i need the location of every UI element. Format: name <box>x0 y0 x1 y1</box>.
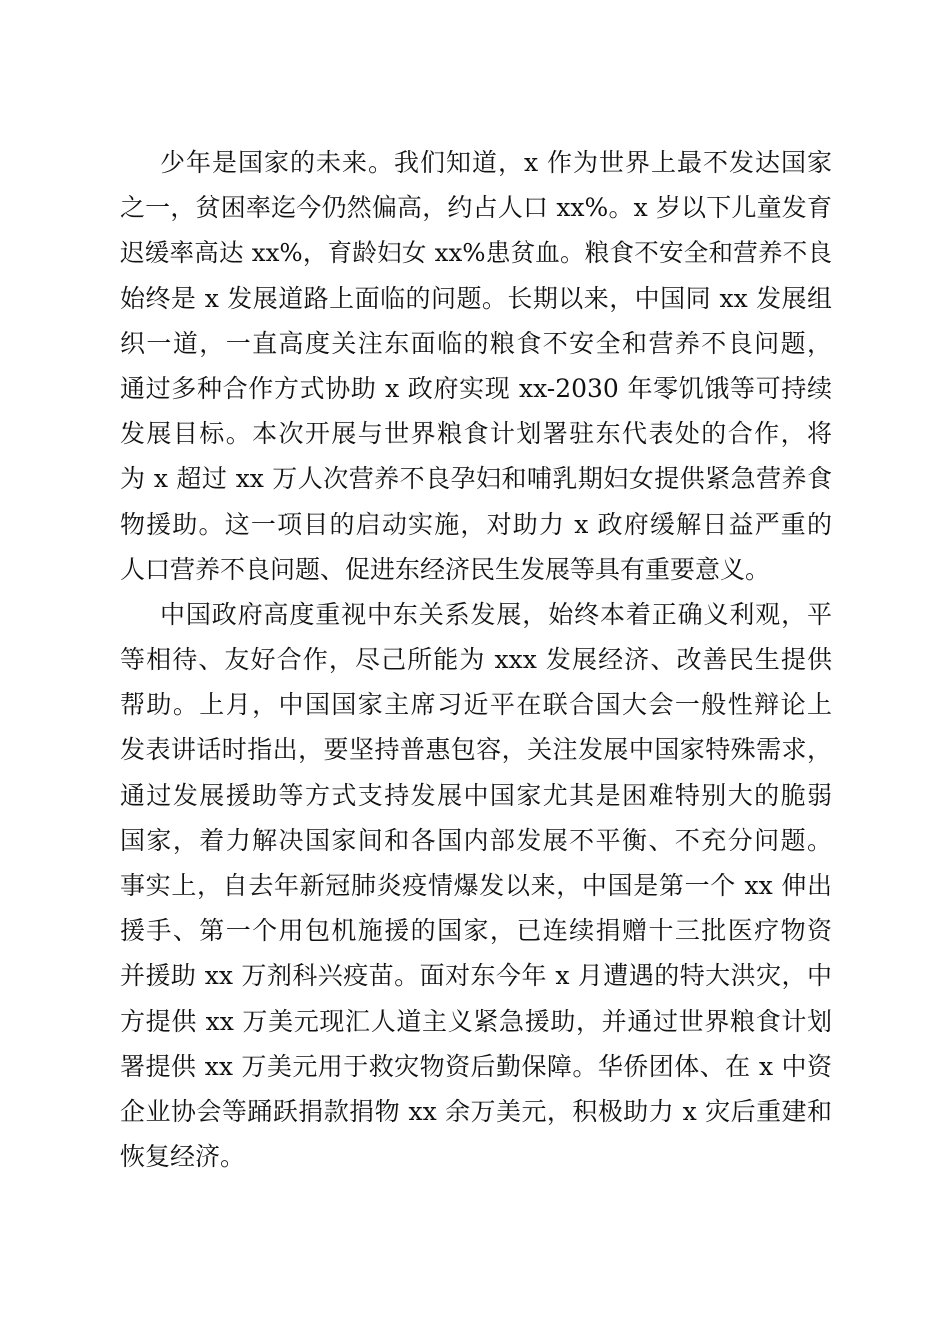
text-line: 中国政府高度重视中东关系发展，始终本着正确义利观，平 <box>160 599 832 629</box>
text-line: 少年是国家的未来。我们知道，x 作为世界上最不发达国家 <box>160 148 832 177</box>
text-line: 之一，贫困率迄今仍然偏高，约占人口 xx%。x 岁以下儿童发育 <box>120 193 832 223</box>
text-line: 恢复经济。 <box>120 1142 246 1172</box>
text-line: 援手、第一个用包机施援的国家，已连续捐赠十三批医疗物资 <box>120 916 832 946</box>
text-line: 国家，着力解决国家间和各国内部发展不平衡、不充分问题。 <box>120 825 832 855</box>
text-line: 织一道，一直高度关注东面临的粮食不安全和营养不良问题， <box>120 328 832 358</box>
paragraph-1 <box>120 140 832 592</box>
text-line: 通过发展援助等方式支持发展中国家尤其是困难特别大的脆弱 <box>120 780 832 810</box>
text-line: 等相待、友好合作，尽己所能为 xxx 发展经济、改善民生提供 <box>120 645 832 675</box>
text-line: 迟缓率高达 xx%，育龄妇女 xx%患贫血。粮食不安全和营养不良 <box>120 238 832 268</box>
text-line: 通过多种合作方式协助 x 政府实现 xx-2030 年零饥饿等可持续 <box>120 373 832 403</box>
text-line: 始终是 x 发展道路上面临的问题。长期以来，中国同 xx 发展组 <box>120 283 832 313</box>
text-line: 署提供 xx 万美元用于救灾物资后勤保障。华侨团体、在 x 中资 <box>120 1051 832 1081</box>
text-line: 人口营养不良问题、促进东经济民生发展等具有重要意义。 <box>120 554 771 584</box>
text-line: 并援助 xx 万剂科兴疫苗。面对东今年 x 月遭遇的特大洪灾，中 <box>120 961 832 991</box>
document-body <box>120 140 832 1179</box>
text-line: 为 x 超过 xx 万人次营养不良孕妇和哺乳期妇女提供紧急营养食 <box>120 464 832 494</box>
text-line: 事实上，自去年新冠肺炎疫情爆发以来，中国是第一个 xx 伸出 <box>120 871 832 900</box>
paragraph-2 <box>120 592 832 1179</box>
text-line: 发展目标。本次开展与世界粮食计划署驻东代表处的合作，将 <box>120 419 832 449</box>
text-line: 帮助。上月，中国国家主席习近平在联合国大会一般性辩论上 <box>120 690 832 720</box>
text-line: 发表讲话时指出，要坚持普惠包容，关注发展中国家特殊需求， <box>120 735 832 765</box>
text-line: 企业协会等踊跃捐款捐物 xx 余万美元，积极助力 x 灾后重建和 <box>120 1096 832 1126</box>
text-line: 物援助。这一项目的启动实施，对助力 x 政府缓解日益严重的 <box>120 509 832 539</box>
text-line: 方提供 xx 万美元现汇人道主义紧急援助，并通过世界粮食计划 <box>120 1006 832 1036</box>
